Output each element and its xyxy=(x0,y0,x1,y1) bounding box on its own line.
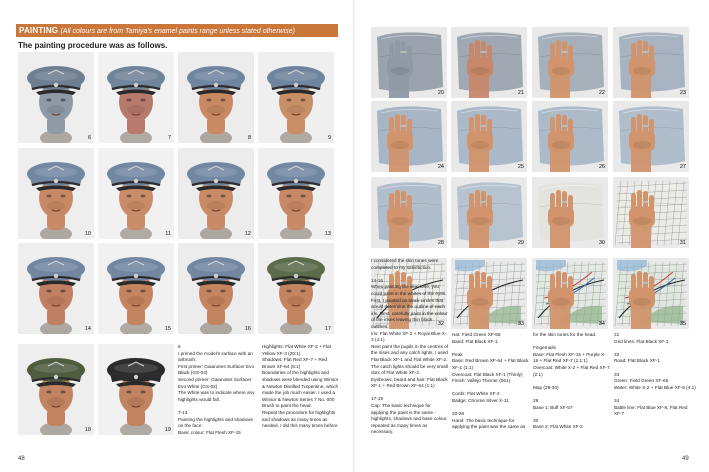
photo-number: 6 xyxy=(87,135,91,141)
photo-22 xyxy=(532,27,608,98)
photo-number: 15 xyxy=(164,326,171,332)
photo-number: 16 xyxy=(244,326,251,332)
hand-figure xyxy=(371,101,447,172)
photo-number: 32 xyxy=(437,321,444,327)
photo-28 xyxy=(371,177,447,248)
photo-number: 13 xyxy=(324,231,331,237)
hand-figure xyxy=(532,101,608,172)
hand-figure xyxy=(613,177,689,248)
hand-figure xyxy=(532,27,608,98)
photo-6 xyxy=(18,52,94,143)
photo-17 xyxy=(258,243,334,334)
page-number-right: 49 xyxy=(682,456,689,462)
photo-21 xyxy=(451,27,527,98)
photo-35 xyxy=(613,258,689,329)
photo-number: 23 xyxy=(679,90,686,96)
photo-number: 11 xyxy=(165,231,171,237)
photo-number: 27 xyxy=(679,164,686,170)
photo-number: 30 xyxy=(598,240,605,246)
head-figure xyxy=(18,243,94,334)
photo-15 xyxy=(98,243,174,334)
photo-number: 10 xyxy=(84,231,91,237)
photo-number: 19 xyxy=(164,427,171,433)
hand-figure xyxy=(532,177,608,248)
intro-text: The painting procedure was as follows. xyxy=(18,41,168,50)
photo-27 xyxy=(613,101,689,172)
photo-number: 34 xyxy=(598,321,605,327)
photo-number: 18 xyxy=(84,427,91,433)
head-figure xyxy=(18,344,94,435)
text-column-right-4: 31 Grid lines: Flat Black XF-1 32 Road: Flat Black XF-1 33 Green: Field Green XF-65 Water: White X-2 + Flat Blue XF-8 (4:1) 34 Battle line: Flat Blue XF-8, Flat Red XF-7 xyxy=(614,332,696,417)
section-note: (All colours are from Tamiya's enamel paints range unless stated otherwise) xyxy=(60,28,295,35)
head-figure xyxy=(178,52,254,143)
photo-number: 14 xyxy=(84,326,91,332)
photo-number: 8 xyxy=(247,135,251,141)
photo-number: 28 xyxy=(437,240,444,246)
hand-figure xyxy=(613,27,689,98)
photo-11 xyxy=(98,148,174,239)
hand-figure xyxy=(451,101,527,172)
photo-24 xyxy=(371,101,447,172)
hand-figure xyxy=(451,258,527,329)
text-column-right-1: I considered the skin tones were completed to my satisfaction. 14-16 When painting the skin tone, you could paint in the whites of the eyes. First, I painted on black circles that would determine the outline of each iris. Next, carefully paint in the colour of the irises leaving thin black outlines. Iris: Flat White XF-2 + Royal Blue X-3 (4:1) Next paint the pupils in the centres of the irises and any catch lights. I used Flat Black XF-1 and Flat White XF-2. The catch lights should be very small dots of Flat White XF-2. Eyebrows, beard and hair: Flat Black XF-1 + Red Brown XF-64 (1:1) 17-19 Cap: The basic technique for applying the paint is the same - highlights, shadows and base colour, repeated as many times as necessary. xyxy=(371,258,449,435)
head-figure xyxy=(18,148,94,239)
photo-10 xyxy=(18,148,94,239)
photo-9 xyxy=(258,52,334,143)
photo-number: 26 xyxy=(598,164,605,170)
photo-number: 12 xyxy=(244,231,251,237)
head-figure xyxy=(258,148,334,239)
photo-number: 31 xyxy=(679,240,686,246)
head-figure xyxy=(98,52,174,143)
photo-number: 24 xyxy=(437,164,444,170)
photo-number: 35 xyxy=(679,321,686,327)
text-column-right-2: Hat: Field Green XF-65 Band: Flat Black XF-1 Peak Base: Red Brown XF-64 + Flat Black XF-1 (1:1) Overcoat: Flat Black XF-1 (Thinly) Finish: Vallejo Thinner (061) Cords: Flat White XF-2 Badge: Chrome Silver X-11 20-28 Hand: The basic technique for applying the paint was the same as xyxy=(452,332,529,430)
photo-number: 17 xyxy=(324,326,331,332)
photo-31 xyxy=(613,177,689,248)
photo-number: 33 xyxy=(517,321,524,327)
hand-figure xyxy=(451,27,527,98)
page-number-left: 48 xyxy=(18,456,25,462)
photo-12 xyxy=(178,148,254,239)
photo-7 xyxy=(98,52,174,143)
page-gutter xyxy=(353,0,355,472)
hand-figure xyxy=(371,177,447,248)
photo-25 xyxy=(451,101,527,172)
photo-number: 7 xyxy=(167,135,171,141)
hand-figure xyxy=(613,101,689,172)
head-figure xyxy=(178,148,254,239)
photo-number: 25 xyxy=(517,164,524,170)
photo-8 xyxy=(178,52,254,143)
head-figure xyxy=(178,243,254,334)
head-figure xyxy=(258,243,334,334)
photo-34 xyxy=(532,258,608,329)
section-title: PAINTING xyxy=(19,26,59,35)
head-figure xyxy=(98,344,174,435)
photo-29 xyxy=(451,177,527,248)
head-figure xyxy=(18,52,94,143)
photo-23 xyxy=(613,27,689,98)
photo-16 xyxy=(178,243,254,334)
photo-26 xyxy=(532,101,608,172)
photo-14 xyxy=(18,243,94,334)
photo-13 xyxy=(258,148,334,239)
head-figure xyxy=(98,243,174,334)
photo-20 xyxy=(371,27,447,98)
photo-number: 9 xyxy=(327,135,331,141)
text-column-left-1: 6 I primed the model's surface with an airbrush. First primer: Gaianotes Surfacer Evo Black (GS-03) Second primer: Gaianotes Surfacer Evo White (GS-02) The White was to indicate where any highlights would fall. 7-13 Painting the highlights and shadows on the face: Basic colour: Flat Flesh XF-15 xyxy=(178,344,255,435)
photo-33 xyxy=(451,258,527,329)
photo-30 xyxy=(532,177,608,248)
head-figure xyxy=(98,148,174,239)
hand-figure xyxy=(613,258,689,329)
hand-figure xyxy=(451,177,527,248)
photo-number: 20 xyxy=(437,90,444,96)
section-banner xyxy=(16,24,338,37)
text-column-right-3: for the skin tones for the head. Fingernails Base: Flat Flesh XF-15 + Purple X-16 + Flat Red XF-7 (1:1:1) Overcoat: White X-2 + Flat Red XF-7 (2:1) Map (29-34) 29 Base 1: Buff XF-57 30 Base 2: Flat White XF-2 xyxy=(533,332,610,430)
head-figure xyxy=(258,52,334,143)
photo-number: 22 xyxy=(598,90,605,96)
photo-number: 29 xyxy=(517,240,524,246)
photo-number: 21 xyxy=(517,90,524,96)
photo-18 xyxy=(18,344,94,435)
text-column-left-2: Highlights: Flat White XF-2 + Flat Yellow XF-3 (20:1) Shadows: Flat Red XF-7 + Red Brown XF-64 (5:1) Boundaries of the highlights and shadows were blended using Winsor & Newton Distilled Turpentine, which made the job much easier. I used a Winsor & Newton Series 7 No. 000 Brush to paint the head. Repeat the procedure for highlights and shadows as many times as needed. I did this many times before xyxy=(262,344,339,429)
hand-figure xyxy=(371,27,447,98)
photo-19 xyxy=(98,344,174,435)
hand-figure xyxy=(532,258,608,329)
